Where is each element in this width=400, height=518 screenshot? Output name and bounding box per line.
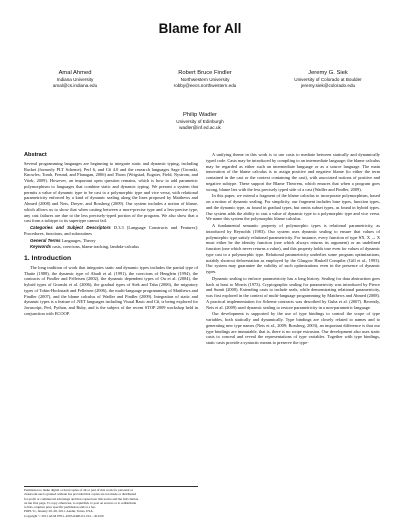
- footnote-line: on the first page. To copy otherwise, to republish, to post on servers or to redistribute: [24, 500, 137, 505]
- author-block-3: [272, 70, 384, 90]
- paper-title: Blame for All: [158, 21, 242, 36]
- body-paragraph: Dynamic sealing to enforce parametricity has a long history. Sealing for data abstraction goes back at least to Morris (1973). Cryptographic sealing for parametricity was introduced by Pierce and Sumii (2000). Extending casts to include seals, while demonstrating relational parametricity, was first explored in the context of multi-language programming by Matthews and Ahmed (2008). A practical implementation for Scheme contracts was described by Guha et al. (2007). Recently, Neis et al. (2009) used dynamic sealing to restore parametricity in a non-parametric language.: [206, 275, 380, 310]
- author-block-1: [20, 70, 130, 90]
- author-email: jeremy.siek@colorado.edu: [300, 83, 356, 89]
- author-block-2: [140, 70, 270, 90]
- author-email: robby@eecs.northwestern.edu: [173, 83, 237, 89]
- abstract-heading: Abstract: [24, 152, 47, 158]
- categories-text: D.3.3 [Language Constructs and Features]: Procedures, functions, and subroutines: [24, 225, 198, 236]
- author-name: Jeremy G. Siek: [308, 70, 348, 76]
- general-terms-line: [24, 238, 198, 244]
- body-paragraph: A unifying theme in this work is to use casts to mediate between statically and dynamically typed code. Casts may be introduced by compiling to an intermediate language; the blame calculus may be regarded as either such an intermediate language or as a source language. The main innovation of the blame calculus is to assign positive and negative blame (to either the term contained in the cast or the context containing the cast), with associated notions of positive and negative subtype. These support the Blame Theorem, which ensures that when a program goes wrong, blame lies with the less precisely typed side of a cast (Wadler and Findler, 2009).: [206, 152, 380, 192]
- keywords-label: Keywords: [30, 244, 51, 250]
- author-name: Robert Bruce Findler: [178, 70, 232, 76]
- body-paragraph: In this paper, we extend a fragment of the blame calculus to incorporate polymorphism, based on a notion of dynamic sealing. For simplicity, our fragment includes base types, function types, and the dynamic type, as found in gradual types, but omits subset types, as found in hybrid types. Our system adds the ability to cast a value of dynamic type to a polymorphic type and vice versa. We name this system the polymorphic blame calculus.: [206, 193, 380, 222]
- footnote-line: to lists, requires prior specific permission and/or a fee.: [24, 505, 96, 510]
- intro-paragraph: The long tradition of work that integrates static and dynamic types includes the partial type of Thatte (1988), the dynamic type of Abadi et al. (1991), the coercions of Henglein (1994), the contracts of Findler and Felleisen (2002), the dynamic dependent types of Ou et al. (2004), the hybrid types of Gronski et al. (2006), the gradual types of Siek and Taha (2006), the migratory types of Tobin-Hochstadt and Felleisen (2006), the multi-language programming of Matthews and Findler (2007), and the blame calculus of Wadler and Findler (2009). Integration of static and dynamic types is a feature of .NET languages including Visual Basic and C#, is being explored for Javascript, Perl, Python, and Ruby, and is the subject of the recent STOP 2009 workshop held in conjunction with ECOOP.: [24, 264, 198, 316]
- author-affiliation: University of Edinburgh: [176, 119, 224, 124]
- general-terms-text: Languages, Theory: [61, 237, 96, 243]
- footnote-line: POPL'11, January 26–28, 2011, Austin, Texas, USA.: [24, 509, 94, 514]
- body-paragraph: Our development is supported by the use of type bindings to control the scope of type variables, both statically and dynamically. Type bindings are closely related to names and to generating new type names (Neis et al., 2009; Rossberg, 2003), an important difference is that our type bindings are immutable, that is, there is no scope extrusion. Our development also uses static casts to conceal and reveal the representations of type variables. Together with type bindings, static casts provide a syntactic means to preserve the type-: [206, 311, 380, 345]
- categories-line: [24, 225, 198, 237]
- author-name: Amal Ahmed: [58, 70, 92, 76]
- author-affiliation: Northwestern University: [180, 77, 230, 82]
- keywords-line: [24, 244, 198, 250]
- author-affiliation: University of Colorado at Boulder: [294, 77, 362, 82]
- copyright-footnote: [24, 486, 198, 518]
- footnote-line: Copyright © 2011 ACM 978-1-4503-0490-0/11/01... $10.00: [24, 513, 104, 518]
- section-heading-introduction: 1. Introduction: [24, 255, 72, 262]
- author-email: amal@cs.indiana.edu: [52, 83, 98, 89]
- abstract-text: Several programming languages are beginning to integrate static and dynamic typing, including Racket (formerly PLT Scheme), Perl 6, and C# 4.0 and the research languages Sage (Gronski, Knowles, Tomb, Freund, and Flanagan, 2006) and Thorn (Wrigstad, Eugster, Field, Nystrom, and Vitek, 2009). However, an important open question remains, which is how to add parametric polymorphism to languages that combine static and dynamic typing. We present a system that permits a value of dynamic type to be cast to a polymorphic type and vice versa, with relational parametricity enforced by a kind of dynamic sealing along the lines proposed by Matthews and Ahmed (2008) and Neis, Dreyer, and Rossberg (2009). Our system includes a notion of blame, which allows us to show that when casting between a more-precise type and a less-precise type, any cast failures are due to the less precisely-typed portion of the program. We also show that a cast from a subtype to its supertype cannot fail.: [24, 160, 198, 224]
- author-block-4: [145, 112, 255, 132]
- right-column: [206, 152, 380, 347]
- body-paragraph: A fundamental semantic property of polymorphic types is relational parametricity, as introduced by Reynolds (1983). Our system uses dynamic sealing to ensure that values of polymorphic type satisfy relational parametricity. For instance, every function of type ∀X. X → X must either be the identity function (one which always returns its argument) or an undefined function (one which never returns a value), and this property holds true even for values of dynamic type cast to a polymorphic type. Relational parametricity underlies some program optimizations, notably shortcut deforestation as employed by the Glasgow Haskell Compiler (Gill et al., 1993). Our system may guarantee the validity of such optimizations even in the presence of dynamic types.: [206, 223, 380, 274]
- general-terms-label: General Terms: [30, 237, 61, 243]
- categories-label: Categories and Subject Descriptors: [30, 225, 111, 230]
- author-email: wadler@inf.ed.ac.uk: [179, 125, 221, 131]
- footnote-line: classroom use is granted without fee provided that copies are not made or distributed: [24, 492, 136, 497]
- left-column: [24, 153, 198, 318]
- footnote-line: for profit or commercial advantage and that copies bear this notice and the full citation: [24, 496, 139, 501]
- author-affiliation: Indiana University: [56, 77, 94, 82]
- keywords-text: casts, coercions, blame tracking, lambda-calculus: [52, 244, 140, 250]
- author-name: Philip Wadler: [183, 112, 217, 118]
- footnote-line: Permission to make digital or hard copies of all or part of this work for personal or: [24, 488, 133, 492]
